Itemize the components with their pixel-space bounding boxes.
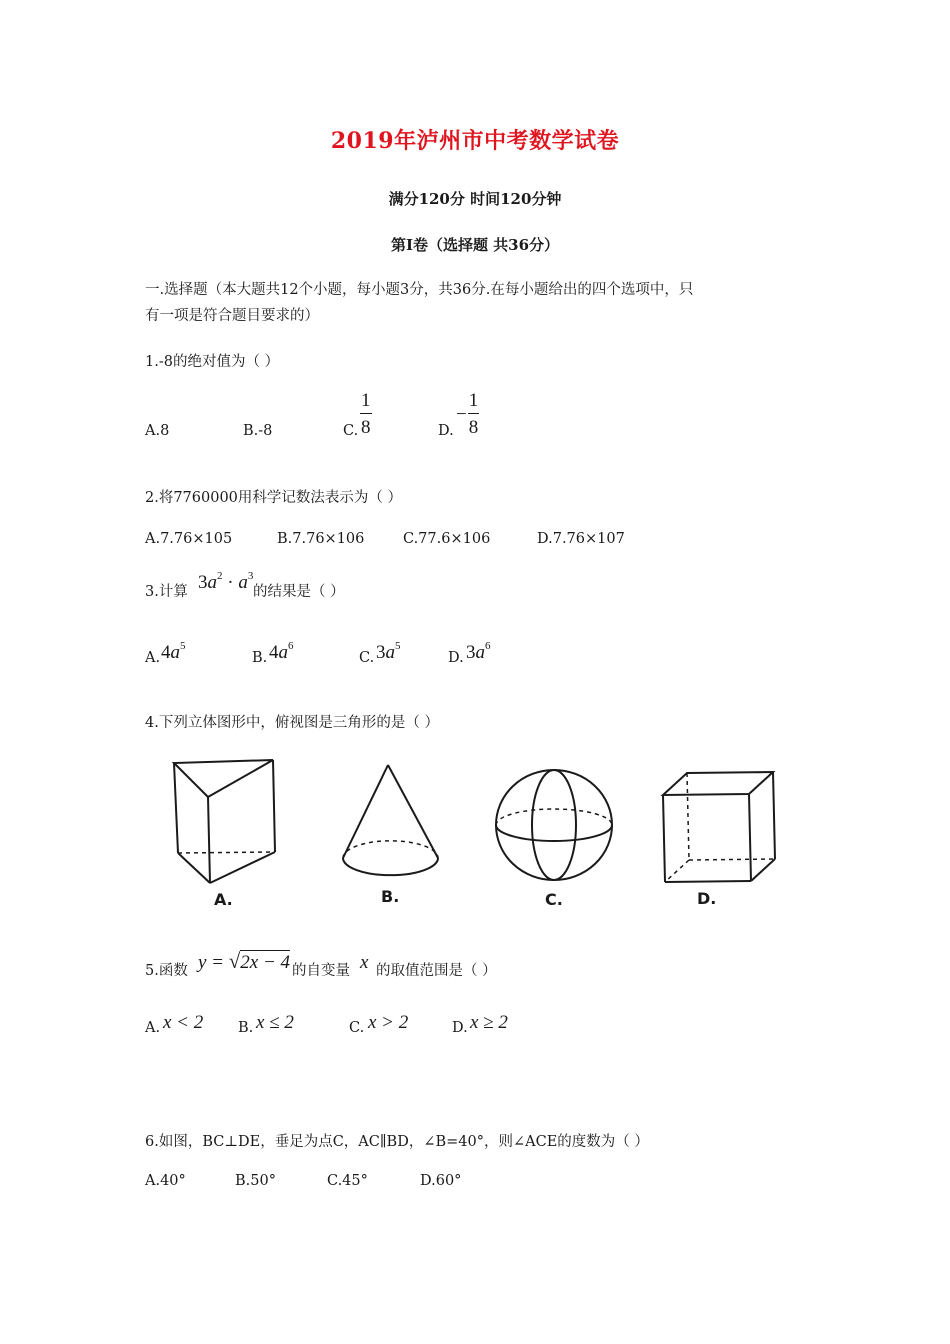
q6-option-d: D.60° — [420, 1173, 462, 1189]
q3-option-b-expr — [269, 642, 294, 664]
radicand: 2x − 4 — [240, 952, 291, 973]
q5-stem-mid: 的自变量 — [292, 963, 350, 979]
q2-option-c: C.77.6×106 — [403, 531, 491, 547]
triangular-prism-figure — [160, 755, 290, 885]
q2-stem: 2.将7760000用科学记数法表示为（ ） — [145, 490, 403, 506]
section-heading: 第I卷（选择题 共36分） — [390, 236, 560, 254]
figure-label-b: B. — [381, 887, 400, 906]
cube-figure — [655, 765, 785, 885]
q5-stem-post: 的取值范围是（ ） — [376, 963, 497, 979]
var: a — [238, 572, 248, 593]
q3-option-c-expr — [376, 642, 401, 664]
q3-option-c-label: C. — [359, 650, 375, 666]
q5-variable: x — [360, 952, 369, 973]
q3-option-a-expr — [161, 642, 186, 664]
q1-option-b: B.-8 — [243, 423, 273, 439]
frac-numerator: 1 — [360, 391, 372, 414]
q1-option-d-label: D. — [438, 423, 454, 439]
q5-option-d-label: D. — [452, 1020, 468, 1036]
exp: 6 — [288, 640, 294, 652]
q1-stem: 1.-8的绝对值为（ ） — [145, 354, 280, 370]
exp: 6 — [485, 640, 491, 652]
q5-option-a-expr: x < 2 — [163, 1012, 204, 1033]
exam-meta: 满分120分 时间120分钟 — [388, 190, 562, 208]
q3-stem-post: 的结果是（ ） — [253, 584, 345, 600]
exp: 5 — [395, 640, 401, 652]
coef: 4 — [269, 642, 279, 663]
q2-option-d: D.7.76×107 — [537, 531, 625, 547]
q4-stem: 4.下列立体图形中，俯视图是三角形的是（ ） — [145, 715, 439, 731]
frac-numerator: 1 — [468, 391, 480, 414]
q3-option-d-label: D. — [448, 650, 464, 666]
figure-label-d: D. — [697, 889, 717, 908]
q1-option-a: A.8 — [145, 423, 170, 439]
q6-option-b: B.50° — [235, 1173, 276, 1189]
q5-option-a-label: A. — [145, 1020, 161, 1036]
q5-option-d-expr: x ≥ 2 — [470, 1012, 508, 1033]
q5-option-b-expr: x ≤ 2 — [256, 1012, 294, 1033]
q2-option-a: A.7.76×105 — [145, 531, 233, 547]
q3-option-b-label: B. — [252, 650, 268, 666]
q5-function-expr — [198, 949, 290, 974]
q5-option-c-expr: x > 2 — [368, 1012, 409, 1033]
q3-stem-pre: 3.计算 — [145, 584, 188, 600]
var: a — [207, 572, 217, 593]
var: a — [475, 642, 485, 663]
exp: 3 — [247, 570, 254, 582]
dot: · — [222, 572, 239, 593]
q1-option-c-label: C. — [343, 423, 359, 439]
figure-label-a: A. — [214, 890, 233, 909]
q6-stem: 6.如图，BC⊥DE，垂足为点C，AC∥BD，∠B=40°，则∠ACE的度数为（ ） — [145, 1134, 649, 1150]
q2-option-b: B.7.76×106 — [277, 531, 365, 547]
q1-option-d-fraction — [456, 391, 479, 439]
frac-denominator: 8 — [361, 417, 371, 438]
var: a — [278, 642, 288, 663]
exp: 2 — [217, 570, 223, 582]
q3-option-a-label: A. — [145, 650, 161, 666]
cone-figure — [335, 760, 455, 880]
coef: 3 — [198, 572, 208, 593]
q6-option-c: C.45° — [327, 1173, 368, 1189]
exp: 5 — [180, 640, 186, 652]
q6-option-a: A.40° — [145, 1173, 186, 1189]
q3-expression — [198, 572, 253, 594]
var: a — [170, 642, 180, 663]
intro-line-2: 有一项是符合题目要求的） — [145, 308, 319, 324]
minus-sign: − — [456, 404, 467, 425]
coef: 3 — [376, 642, 386, 663]
page-title: 2019年泸州市中考数学试卷 — [330, 128, 620, 154]
q5-stem-pre: 5.函数 — [145, 963, 188, 979]
q5-option-c-label: C. — [349, 1020, 365, 1036]
q5-option-b-label: B. — [238, 1020, 254, 1036]
sphere-figure — [490, 765, 620, 885]
func-lhs: y = — [198, 952, 229, 973]
figure-label-c: C. — [545, 890, 563, 909]
coef: 3 — [466, 642, 476, 663]
q3-option-d-expr — [466, 642, 491, 664]
sqrt-sign: √ — [228, 949, 241, 973]
frac-denominator: 8 — [468, 417, 479, 438]
q1-option-c-fraction — [360, 391, 372, 437]
coef: 4 — [161, 642, 171, 663]
intro-line-1: 一.选择题（本大题共12个小题，每小题3分，共36分.在每小题给出的四个选项中，只 — [145, 282, 694, 298]
var: a — [385, 642, 395, 663]
